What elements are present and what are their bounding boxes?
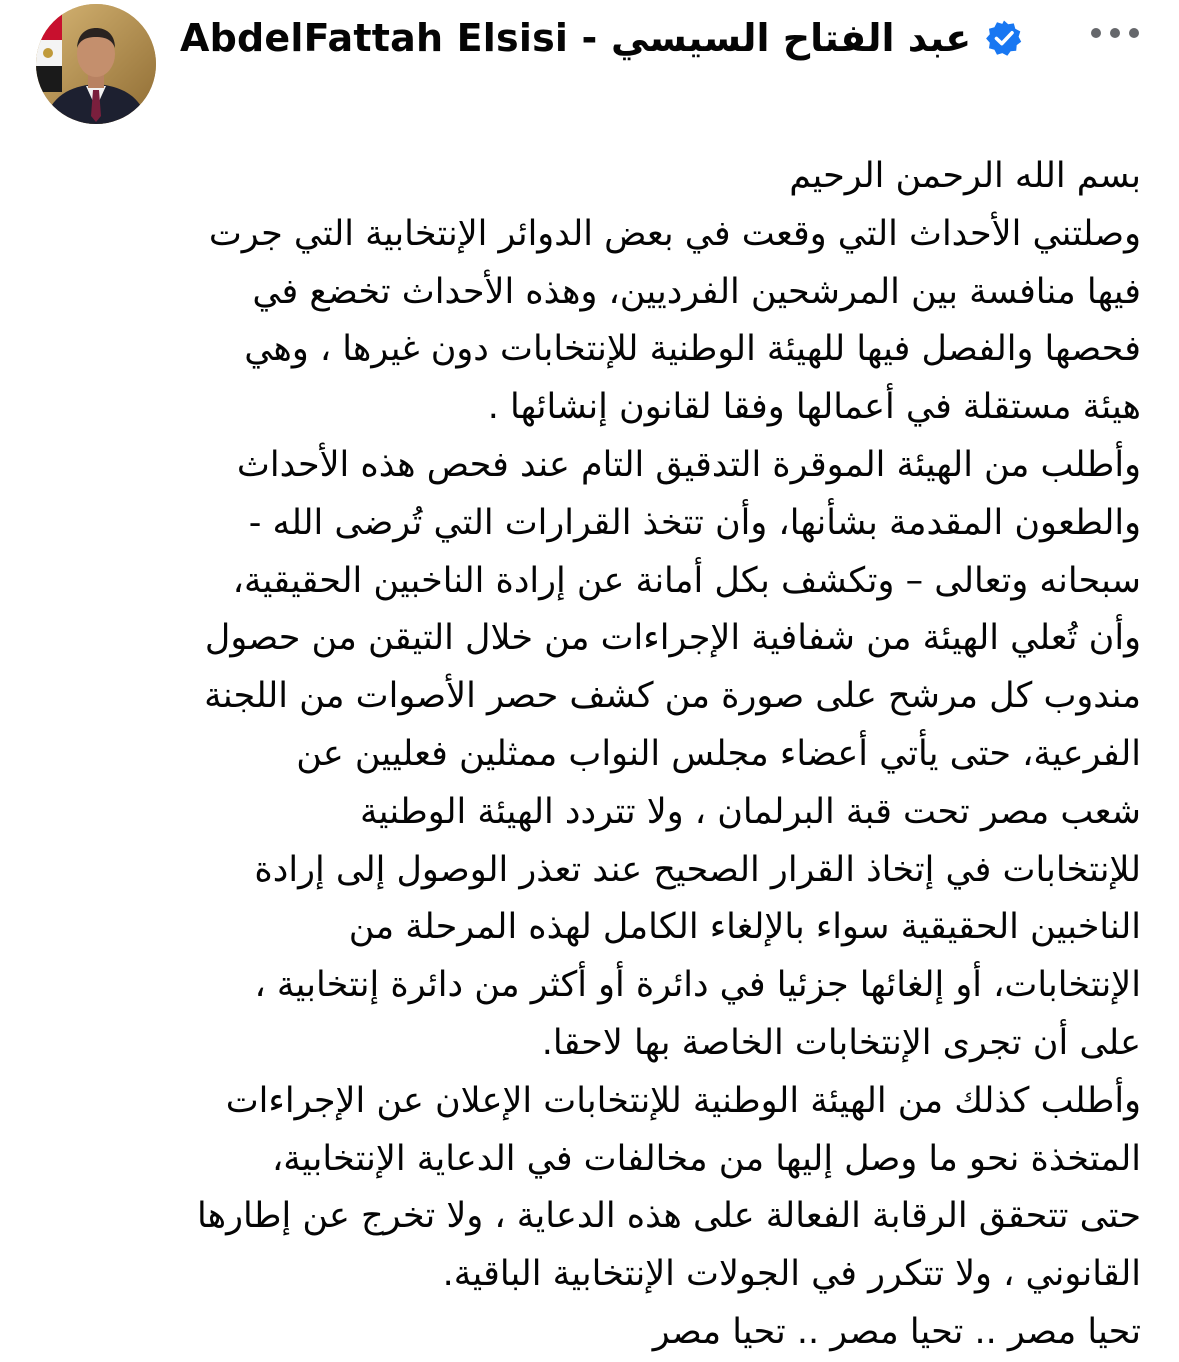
post-line: الإنتخابات، أو إلغائها جزئيا في دائرة أو أكثر من دائرة إنتخابية ، bbox=[254, 965, 1141, 1006]
post-line: القانوني ، ولا تتكرر في الجولات الإنتخابية الباقية. bbox=[442, 1254, 1141, 1295]
post-line: وأطلب من الهيئة الموقرة التدقيق التام عند فحص هذه الأحداث bbox=[236, 444, 1141, 485]
verified-badge-icon bbox=[985, 19, 1023, 57]
dot bbox=[1129, 28, 1139, 38]
post-line: مندوب كل مرشح على صورة من كشف حصر الأصوات من اللجنة bbox=[204, 676, 1141, 717]
post-line: وأطلب كذلك من الهيئة الوطنية للإنتخابات الإعلان عن الإجراءات bbox=[225, 1080, 1141, 1121]
post-line: للإنتخابات في إتخاذ القرار الصحيح عند تعذر الوصول إلى إرادة bbox=[254, 849, 1141, 890]
post-line: هيئة مستقلة في أعمالها وفقا لقانون إنشائها . bbox=[487, 387, 1141, 428]
author-row bbox=[180, 8, 1023, 68]
post-line: وصلتني الأحداث التي وقعت في بعض الدوائر الإنتخابية التي جرت bbox=[208, 213, 1141, 254]
post-line: الناخبين الحقيقية سواء بالإلغاء الكامل لهذه المرحلة من bbox=[348, 907, 1141, 948]
post-header bbox=[0, 0, 1179, 130]
author-name[interactable]: AbdelFattah Elsisi - عبد الفتاح السيسي bbox=[180, 16, 972, 60]
dot bbox=[1091, 28, 1101, 38]
post-line: فيها منافسة بين المرشحين الفرديين، وهذه الأحداث تخضع في bbox=[252, 271, 1141, 312]
portrait-avatar-icon bbox=[36, 4, 156, 124]
post-line: فحصها والفصل فيها للهيئة الوطنية للإنتخابات دون غيرها ، وهي bbox=[244, 329, 1141, 370]
dot bbox=[1110, 28, 1120, 38]
post-line: المتخذة نحو ما وصل إليها من مخالفات في الدعاية الإنتخابية، bbox=[271, 1138, 1141, 1179]
post-line: الفرعية، حتى يأتي أعضاء مجلس النواب ممثلين فعليين عن bbox=[296, 733, 1141, 774]
post-line: وأن تُعلي الهيئة من شفافية الإجراءات من خلال التيقن من حصول bbox=[204, 618, 1141, 659]
post-text bbox=[31, 148, 1141, 1362]
author-avatar[interactable] bbox=[36, 4, 156, 124]
post-line: تحيا مصر .. تحيا مصر .. تحيا مصر bbox=[652, 1311, 1141, 1352]
post-line: والطعون المقدمة بشأنها، وأن تتخذ القرارات التي تُرضى الله - bbox=[248, 502, 1141, 543]
post-line: حتى تتحقق الرقابة الفعالة على هذه الدعاية ، ولا تخرج عن إطارها bbox=[196, 1196, 1141, 1237]
post-line: شعب مصر تحت قبة البرلمان ، ولا تتردد الهيئة الوطنية bbox=[360, 791, 1141, 832]
post-line: بسم الله الرحمن الرحيم bbox=[789, 156, 1141, 196]
post-line: على أن تجرى الإنتخابات الخاصة بها لاحقا. bbox=[541, 1022, 1141, 1063]
three-dots-icon[interactable] bbox=[1091, 18, 1139, 48]
post-line: سبحانه وتعالى – وتكشف بكل أمانة عن إرادة الناخبين الحقيقية، bbox=[232, 560, 1141, 601]
